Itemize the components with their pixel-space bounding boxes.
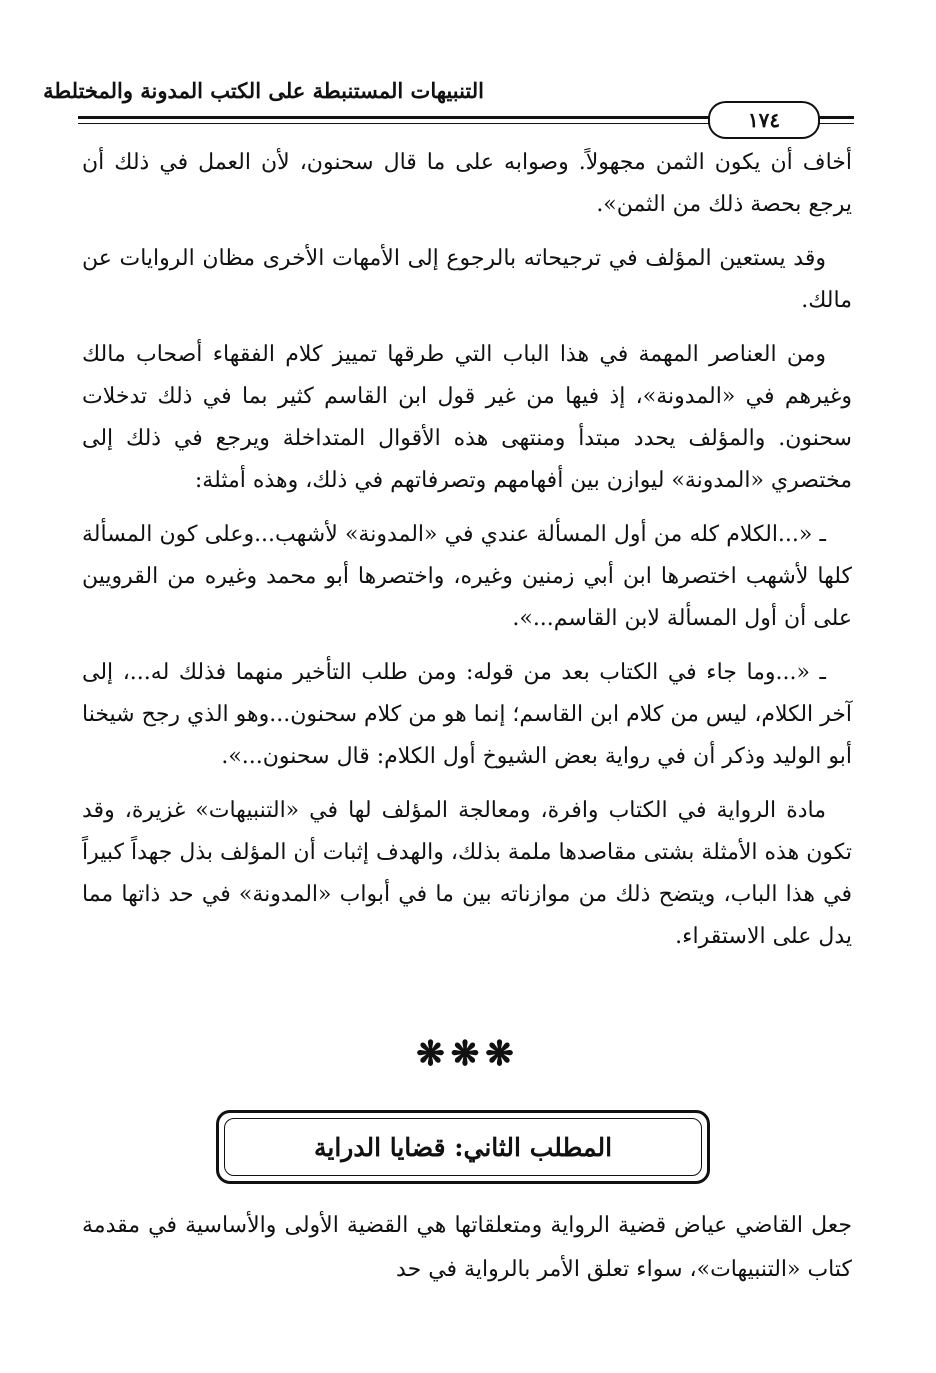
- closing-paragraph: جعل القاضي عياض قضية الرواية ومتعلقاتها هي القضية الأولى والأساسية في مقدمة كتاب «التنبيهات»، سواء تعلق الأمر بالرواية في حد: [82, 1213, 852, 1282]
- running-header-title: التنبيهات المستنبطة على الكتب المدونة والمختلطة: [43, 78, 484, 103]
- paragraph-example-1: ـ «...الكلام كله من أول المسألة عندي في «المدونة» لأشهب...وعلى كون المسألة كلها لأشهب اختصرها ابن أبي زمنين وغيره، واختصرها أبو محمد وغيره من القرويين على أن أول المسألة لابن القاسم...».: [82, 522, 852, 631]
- paragraph-other-sources: وقد يستعين المؤلف في ترجيحاته بالرجوع إلى الأمهات الأخرى مظان الروايات عن مالك.: [82, 246, 852, 313]
- body-text: [82, 142, 852, 970]
- paragraph-example-2: ـ «...وما جاء في الكتاب بعد من قوله: ومن طلب التأخير منهما فذلك له...، إلى آخر الكلام، ليس من كلام ابن القاسم؛ إنما هو من كلام سحنون...وهو الذي رجح شيخنا أبو الوليد وذكر أن في رواية بعض الشيوخ أول الكلام: قال سحنون...».: [82, 660, 852, 769]
- paragraph-quote-end: أخاف أن يكون الثمن مجهولاً. وصوابه على ما قال سحنون، لأن العمل في ذلك أن يرجع بحصة ذلك من الثمن».: [82, 150, 852, 217]
- section-heading-title: المطلب الثاني: قضايا الدراية: [224, 1118, 702, 1176]
- section-heading-frame: [216, 1110, 710, 1184]
- paragraph-conclusion: مادة الرواية في الكتاب وافرة، ومعالجة المؤلف لها في «التنبيهات» غزيرة، وقد تكون هذه الأمثلة بشتى مقاصدها ملمة بذلك، والهدف إثبات أن المؤلف بذل جهداً كبيراً في هذا الباب، ويتضح ذلك من موازناته بين ما في أبواب «المدونة» في حد ذاتها مما يدل على الاستقراء.: [82, 798, 852, 949]
- page-number-badge: ١٧٤: [708, 101, 820, 139]
- section-separator-stars: ❋❋❋: [416, 1034, 520, 1074]
- paragraph-jurists-distinction: ومن العناصر المهمة في هذا الباب التي طرقها تمييز كلام الفقهاء أصحاب مالك وغيرهم في «المدونة»، إذ فيها من غير قول ابن القاسم كثير بما في ذلك تدخلات سحنون. والمؤلف يحدد مبتدأ ومنتهى هذه الأقوال المتداخلة ويرجع في ذلك إلى مختصري «المدونة» ليوازن بين أفهامهم وتصرفاتهم في ذلك، وهذه أمثلة:: [82, 342, 852, 493]
